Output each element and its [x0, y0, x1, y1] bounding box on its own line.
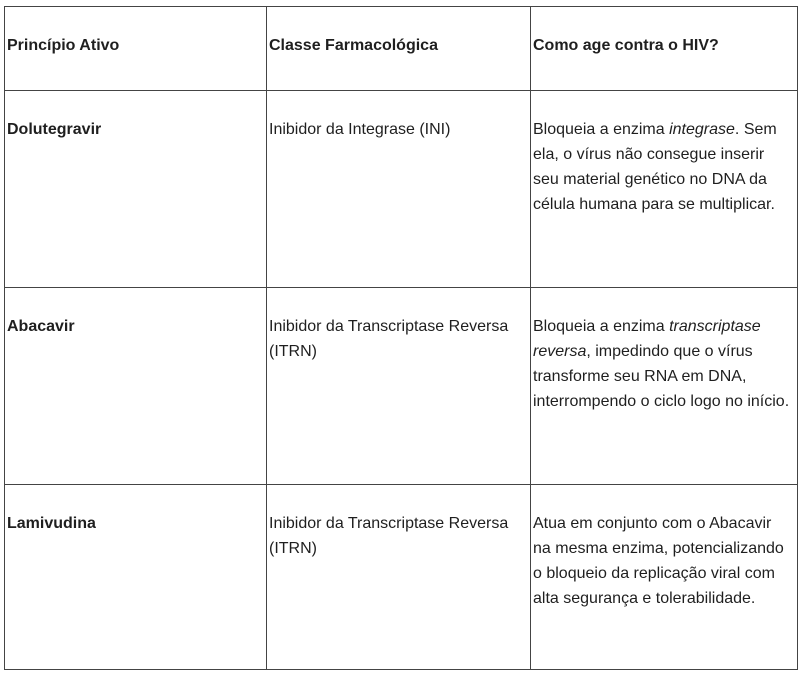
- drug-table: [4, 6, 798, 670]
- drug-name: Lamivudina: [5, 485, 267, 670]
- table-row: [5, 91, 798, 288]
- drug-name: Abacavir: [5, 288, 267, 485]
- drug-class: Inibidor da Transcriptase Reversa (ITRN): [267, 485, 531, 670]
- header-row: [5, 7, 798, 91]
- drug-class: Inibidor da Transcriptase Reversa (ITRN): [267, 288, 531, 485]
- drug-name: Dolutegravir: [5, 91, 267, 288]
- header-active-ingredient: Princípio Ativo: [5, 7, 267, 91]
- table-body: [5, 91, 798, 670]
- drug-mechanism: [531, 485, 798, 670]
- mechanism-text: Bloqueia a enzima: [533, 121, 670, 138]
- table-row: [5, 288, 798, 485]
- mechanism-text: Atua em conjunto com o Abacavir na mesma enzima, potencializando o bloqueio da replicação viral com alta segurança e tolerabilidade.: [533, 515, 784, 607]
- table-row: [5, 485, 798, 670]
- drug-mechanism: [531, 91, 798, 288]
- table-header: [5, 7, 798, 91]
- mechanism-text: Bloqueia a enzima: [533, 318, 670, 335]
- drug-mechanism: [531, 288, 798, 485]
- mechanism-text: , impedindo que o vírus transforme seu RNA em DNA, interrompendo o ciclo logo no início.: [533, 343, 790, 410]
- header-pharmacological-class: Classe Farmacológica: [267, 7, 531, 91]
- header-mechanism: Como age contra o HIV?: [531, 7, 798, 91]
- drug-class: Inibidor da Integrase (INI): [267, 91, 531, 288]
- mechanism-text: . Sem ela, o vírus não consegue inserir seu material genético no DNA da célula humana para se multiplicar.: [533, 121, 777, 213]
- mechanism-enzyme: integrase: [669, 121, 735, 138]
- mechanism-enzyme: transcriptase reversa: [533, 318, 761, 360]
